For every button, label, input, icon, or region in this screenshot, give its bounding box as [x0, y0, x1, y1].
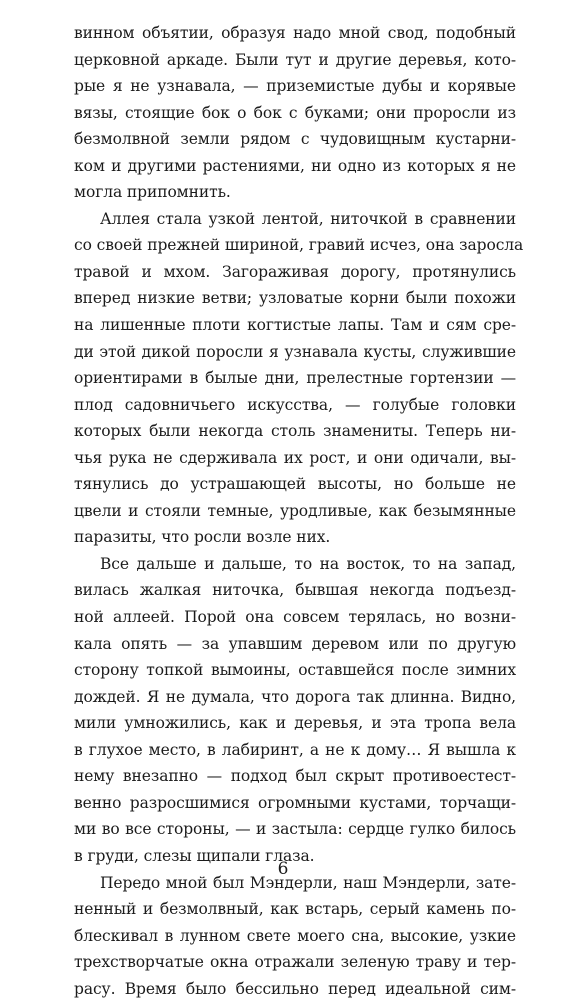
text-line: Передо мной был Мэндерли, наш Мэндерли, зате-: [100, 873, 516, 892]
text-line: вперед низкие ветви; узловатые корни были похожи: [74, 289, 516, 308]
text-line: со своей прежней шириной, гравий исчез, она заросла: [74, 236, 524, 255]
text-line: ной аллеей. Порой она совсем терялась, но возни-: [74, 608, 516, 627]
text-line: нему внезапно — подход был скрыт противоестест-: [74, 767, 516, 786]
text-line: венно разросшимися огромными кустами, торчащи-: [74, 793, 516, 812]
text-line: трехстворчатые окна отражали зеленую траву и тер-: [74, 953, 516, 972]
text-line: дождей. Я не думала, что дорога так длинна. Видно,: [74, 687, 516, 706]
text-line: тянулись до устрашающей высоты, но больше не: [74, 475, 516, 494]
text-line: ди этой дикой поросли я узнавала кусты, служившие: [74, 342, 516, 361]
page-number: 6: [277, 859, 289, 879]
text-line: ориентирами в былые дни, прелестные гортензии —: [74, 369, 516, 388]
text-line: в груди, слезы щипали глаза.: [74, 846, 315, 865]
text-line: травой и мхом. Загораживая дорогу, протянулись: [74, 262, 516, 281]
text-line: расу. Время было бессильно перед идеальной сим-: [74, 979, 516, 998]
text-line: винном объятии, образуя надо мной свод, подобный: [74, 24, 516, 42]
text-line: безмолвной земли рядом с чудовищным кустарни-: [74, 130, 516, 149]
text-line: на лишенные плоти когтистые лапы. Там и сям сре-: [74, 316, 516, 335]
text-line: ком и другими растениями, ни одно из которых я не: [74, 156, 516, 175]
text-line: в глухое место, в лабиринт, а не к дому… Я вышла к: [74, 740, 516, 759]
text-line: вязы, стоящие бок о бок с буками; они проросли из: [74, 103, 516, 122]
text-line: ми во все стороны, — и застыла: сердце гулко билось: [74, 820, 516, 839]
text-line: мили умножились, как и деревья, и эта тропа вела: [74, 714, 516, 733]
text-line: чья рука не сдерживала их рост, и они одичали, вы-: [74, 448, 516, 467]
text-line: вилась жалкая ниточка, бывшая некогда подъезд-: [74, 581, 516, 600]
text-line: церковной аркаде. Были тут и другие деревья, кото-: [74, 50, 516, 69]
text-line: паразиты, что росли возле них.: [74, 528, 331, 547]
text-line: могла припомнить.: [74, 183, 231, 202]
body-text: [74, 20, 524, 1002]
text-line: сторону топкой вымоины, оставшейся после зимних: [74, 661, 516, 680]
text-line: которых были некогда столь знамениты. Теперь ни-: [74, 422, 516, 441]
text-line: ненный и безмолвный, как встарь, серый камень по-: [74, 900, 516, 919]
text-line: цвели и стояли темные, уродливые, как безымянные: [74, 501, 516, 520]
text-line: кала опять — за упавшим деревом или по другую: [74, 634, 516, 653]
text-line: рые я не узнавала, — приземистые дубы и корявые: [74, 77, 516, 96]
text-line: Аллея стала узкой лентой, ниточкой в сравнении: [100, 209, 516, 228]
text-line: плод садовничьего искусства, — голубые головки: [74, 395, 516, 414]
text-line: Все дальше и дальше, то на восток, то на запад,: [100, 554, 516, 573]
text-line: блескивал в лунном свете моего сна, высокие, узкие: [74, 926, 516, 945]
